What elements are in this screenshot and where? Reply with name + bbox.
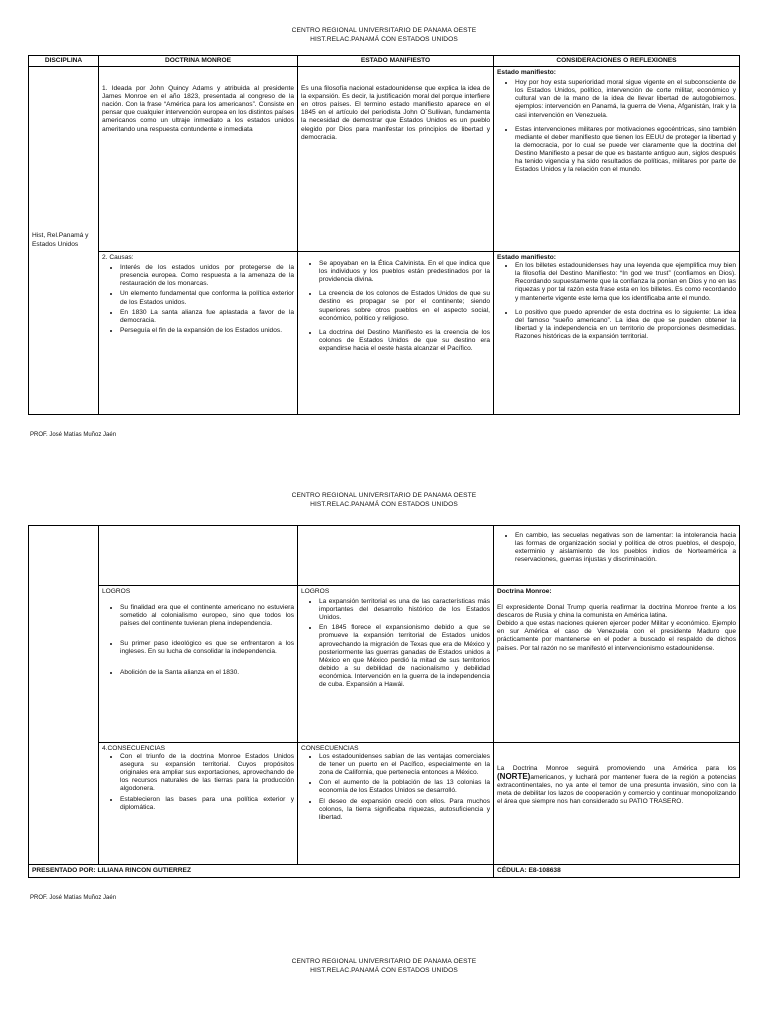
presented-by: PRESENTADO POR: LILIANA RINCON GUTIERREZ [29, 865, 494, 878]
list-item: • Hoy por hoy esta superioridad moral sigue vigente en el subconsciente de los Estados Unidos, político, intervención de corte militar, económico y cultural van de la mano de la idea de llevar libertad de autogobiernos. ejemplos: intervención en Panamá, la guerra de Viena, Afganistán, Irak y la casi intervención en Venezuela. [515, 79, 736, 119]
list-item: • La creencia de los colonos de Estados Unidos de que su destino es propagar se por el continente; siendo superiores sobre otros pueblos en el aspecto social, económico, político y religioso. [319, 290, 490, 322]
list-item: • Lo positivo que puedo aprender de esta doctrina es lo siguiente: La idea del famoso “sueño americano”. La idea de que se pueden obtener la libertad y la independencia en un territorio de proporciones desmedidas. Razones históricas de la expansión territorial. [515, 309, 736, 341]
page1-table [28, 55, 740, 415]
list-item: • Interés de los estados unidos por protegerse de la presencia europea. Como respuesta a la amenaza de la restauración de los monarcas. [120, 264, 294, 288]
manifiesto-cell [298, 743, 494, 865]
list-item: • En cambio, las secuelas negativas son de lamentar: la intolerancia hacia las formas de organización social y política de otros pueblos, el despojo, exterminio y aislamiento de los pueblos indios de Norteamérica a reservaciones, guerras injustas y discriminación. [515, 532, 736, 564]
page2-header [0, 492, 768, 509]
list-item: • Un elemento fundamental que conforma la política exterior de los Estados unidos. [120, 290, 294, 306]
list-item: • En 1830 La santa alianza fue aplastada a favor de la democracia. [120, 309, 294, 325]
list-item: • Su primer paso ideológico es que se enfrentaron a los ingleses. En su lucha de consolidar la independencia. [120, 640, 294, 656]
footer-row [29, 865, 740, 878]
reflexion-text-b: americanos, y luchará por mantener fuera de la región a potencias extracontinentales, no ya ante el temor de una presunta invasión, sino con la meta de debilitar los lazos de cooperación y comercio y continuar monopolizando el área que siempre nos han considerado su PATIO TRASERO. [497, 774, 736, 806]
table-row [29, 67, 740, 252]
manifiesto-consecuencias-title: CONSECUENCIAS [301, 745, 359, 752]
discipline-cell-empty [29, 526, 99, 865]
col-header-monroe: DOCTRINA MONROE [99, 56, 298, 67]
col-header-reflexiones: CONSIDERACIONES O REFLEXIONES [494, 56, 740, 67]
cedula: CÉDULA: E8-108638 [494, 865, 740, 878]
list-item: • Con el aumento de la población de las 13 colonias la economía de los Estados Unidos se desarrolló. [319, 779, 490, 795]
page3-header [0, 958, 768, 975]
reflexion-title: Estado manifiesto: [497, 69, 556, 77]
reflexion-cell [494, 526, 740, 586]
table-row [29, 743, 740, 865]
reflexion-cell [494, 586, 740, 743]
monroe-consecuencias-title: 4.CONSECUENCIAS [102, 745, 166, 752]
page1-header [0, 27, 768, 44]
monroe-logros-title: LOGROS [102, 588, 131, 595]
manifiesto-list [301, 753, 490, 822]
list-item: • En 1845 florece el expansionismo debido a que se promueve la expansión territorial de Estados unidos aprovechando la migración de Texas que era de México y posteriormente las guerras ganadas de Estados unidos a México en que México perdió la mitad de sus territorios debido a su debilidad de nacionalismo y debilidad económica. Intervención en la guerra de la independencia de cuba. Expansión a Hawái. [319, 624, 490, 689]
header-line1: CENTRO REGIONAL UNIVERSITARIO DE PANAMA OESTE [291, 492, 477, 499]
manifiesto-list [301, 260, 490, 353]
reflexion-list [497, 79, 736, 174]
reflexion-text-a: La Doctrina Monroe seguirá promoviendo una América para los [497, 765, 736, 772]
list-item: • Estas intervenciones militares por motivaciones egocéntricas, sino también mediante el deber manifiesto que tienen los EEUU de proteger la libertad y la democracia, por lo cual se puede ver claramente que la doctrina del Destino Manifiesto a pesar de que es bastante antiguo aun, siglos después ha tenido vigencia y ha sido resultados de políticas, militares por parte de Estados Unidos y la relación con el mundo. [515, 126, 736, 175]
monroe-cell [99, 743, 298, 865]
col-header-manifiesto: ESTADO MANIFIESTO [298, 56, 494, 67]
header-line1: CENTRO REGIONAL UNIVERSITARIO DE PANAMA OESTE [291, 958, 477, 965]
reflexion-norte: (NORTE) [497, 772, 531, 782]
manifiesto-list [301, 598, 490, 689]
reflexion-title: Estado manifiesto: [497, 254, 556, 262]
list-item: • En los billetes estadounidenses hay una leyenda que ejemplifica muy bien la filosofía del Destino Manifiesto: “In god we trust” (confiamos en Dios). Recordando supuestamente que la confianza la ponían en Dios y no en las riquezas y por tal razón esta frase esta en los billetes. Es como recordando y mantenerte vigente este lema que los identificaba ante el mundo. [515, 262, 736, 302]
table-header-row [29, 56, 740, 67]
page2-table [28, 525, 740, 878]
list-item: • Se apoyaban en la Ética Calvinista. En el que indica que los individuos y los pueblos están predestinados por la providencia divina. [319, 260, 490, 284]
reflexion-list [497, 262, 736, 341]
list-item: • La doctrina del Destino Manifiesto es la creencia de los colonos de Estados Unidos de que su destino era expandirse hacia el oeste hasta alcanzar el Pacífico. [319, 329, 490, 353]
monroe-cell [99, 586, 298, 743]
monroe-causas-title: 2. Causas: [102, 254, 134, 262]
monroe-list [102, 753, 294, 812]
list-item: • El deseo de expansión creció con ellos. Para muchos colonos, la tierra significaba riquezas, autosuficiencia y libertad. [319, 798, 490, 822]
reflexion-paragraph: El expresidente Donal Trump quería reafirmar la doctrina Monroe frente a los descaros de Rusia y china la comunista en América latina. [497, 604, 736, 620]
manifiesto-cell [298, 586, 494, 743]
list-item: • Su finalidad era que el continente americano no estuviera sometido al colonialismo europeo, sino que todos los países del continente tuvieran plena independencia. [120, 604, 294, 628]
monroe-list [102, 264, 294, 335]
reflexion-paragraph: Debido a que estas naciones quieren ejercer poder Militar y económico. Ejemplo en sur América el caso de Venezuela con el presidente Maduro que prácticamente por mantenerse en el poder a buscado el respaldo de dichos países. Por tal razón no se manifestó el intervencionismo estadounidense. [497, 620, 736, 652]
monroe-cell [99, 252, 298, 415]
discipline-cell: Hist, Rel.Panamá y Estados Unidos [29, 67, 99, 415]
list-item: • La expansión territorial es una de las características más importantes del desarrollo histórico de los Estados Unidos. [319, 598, 490, 622]
reflexion-title: Doctrina Monroe: [497, 588, 552, 595]
list-item: • Establecieron las bases para una política exterior y diplomática. [120, 796, 294, 812]
header-line2: HIST.RELAC.PANAMÁ CON ESTADOS UNIDOS [310, 35, 458, 43]
manifiesto-cell [298, 526, 494, 586]
list-item: • Los estadounidenses sabían de las ventajas comerciales de tener un puerto en el Pacífico, especialmente en la zona de California, que pertenecía entonces a México. [319, 753, 490, 777]
header-line2: HIST.RELAC.PANAMÁ CON ESTADOS UNIDOS [310, 966, 458, 974]
list-item: • Abolición de la Santa alianza en el 1830. [120, 669, 294, 677]
reflexion-list [497, 532, 736, 564]
col-header-disciplina: DISCIPLINA [29, 56, 99, 67]
reflexion-cell [494, 252, 740, 415]
header-line2: HIST.RELAC.PANAMÁ CON ESTADOS UNIDOS [310, 500, 458, 508]
monroe-cell [99, 526, 298, 586]
table-row [29, 252, 740, 415]
professor-note: PROF. José Matías Muñoz Jaén [30, 895, 117, 901]
professor-note: PROF. José Matías Muñoz Jaén [30, 432, 117, 438]
table-row [29, 586, 740, 743]
manifiesto-logros-title: LOGROS [301, 588, 330, 595]
monroe-cell: 1. Ideada por John Quincy Adams y atribuida al presidente James Monroe en el año 1823, presentada al congreso de la nación. Con la frase “América para los americanos”. Consiste en pensar que cualquier intervención europea en los distintos países americanos como un ultraje inmediato a los estados unidos ameritando una respuesta contundente e inmediata [99, 67, 298, 252]
monroe-list [102, 604, 294, 677]
list-item: • Con el triunfo de la doctrina Monroe Estados Unidos asegura su expansión territorial. Cuyos propósitos originales era ampliar sus exportaciones, aprovechando de los recursos naturales de las tierras para la producción algodonera. [120, 753, 294, 793]
manifiesto-cell: Es una filosofía nacional estadounidense que explica la idea de la expansión. Es decir, la justificación moral del porque interfiere en otros países. El termino estado manifiesto aparece en el 1845 en el artículo del periodista John O´Sullivan, fundamenta la necesidad de demostrar que Estados Unidos es un pueblo elegido por Dios para manifestar los principios de libertad y democracia. [298, 67, 494, 252]
header-line1: CENTRO REGIONAL UNIVERSITARIO DE PANAMA OESTE [291, 27, 477, 34]
list-item: • Perseguía el fin de la expansión de los Estados unidos. [120, 327, 294, 335]
reflexion-cell [494, 743, 740, 865]
table-row [29, 526, 740, 586]
manifiesto-cell [298, 252, 494, 415]
reflexion-cell [494, 67, 740, 252]
